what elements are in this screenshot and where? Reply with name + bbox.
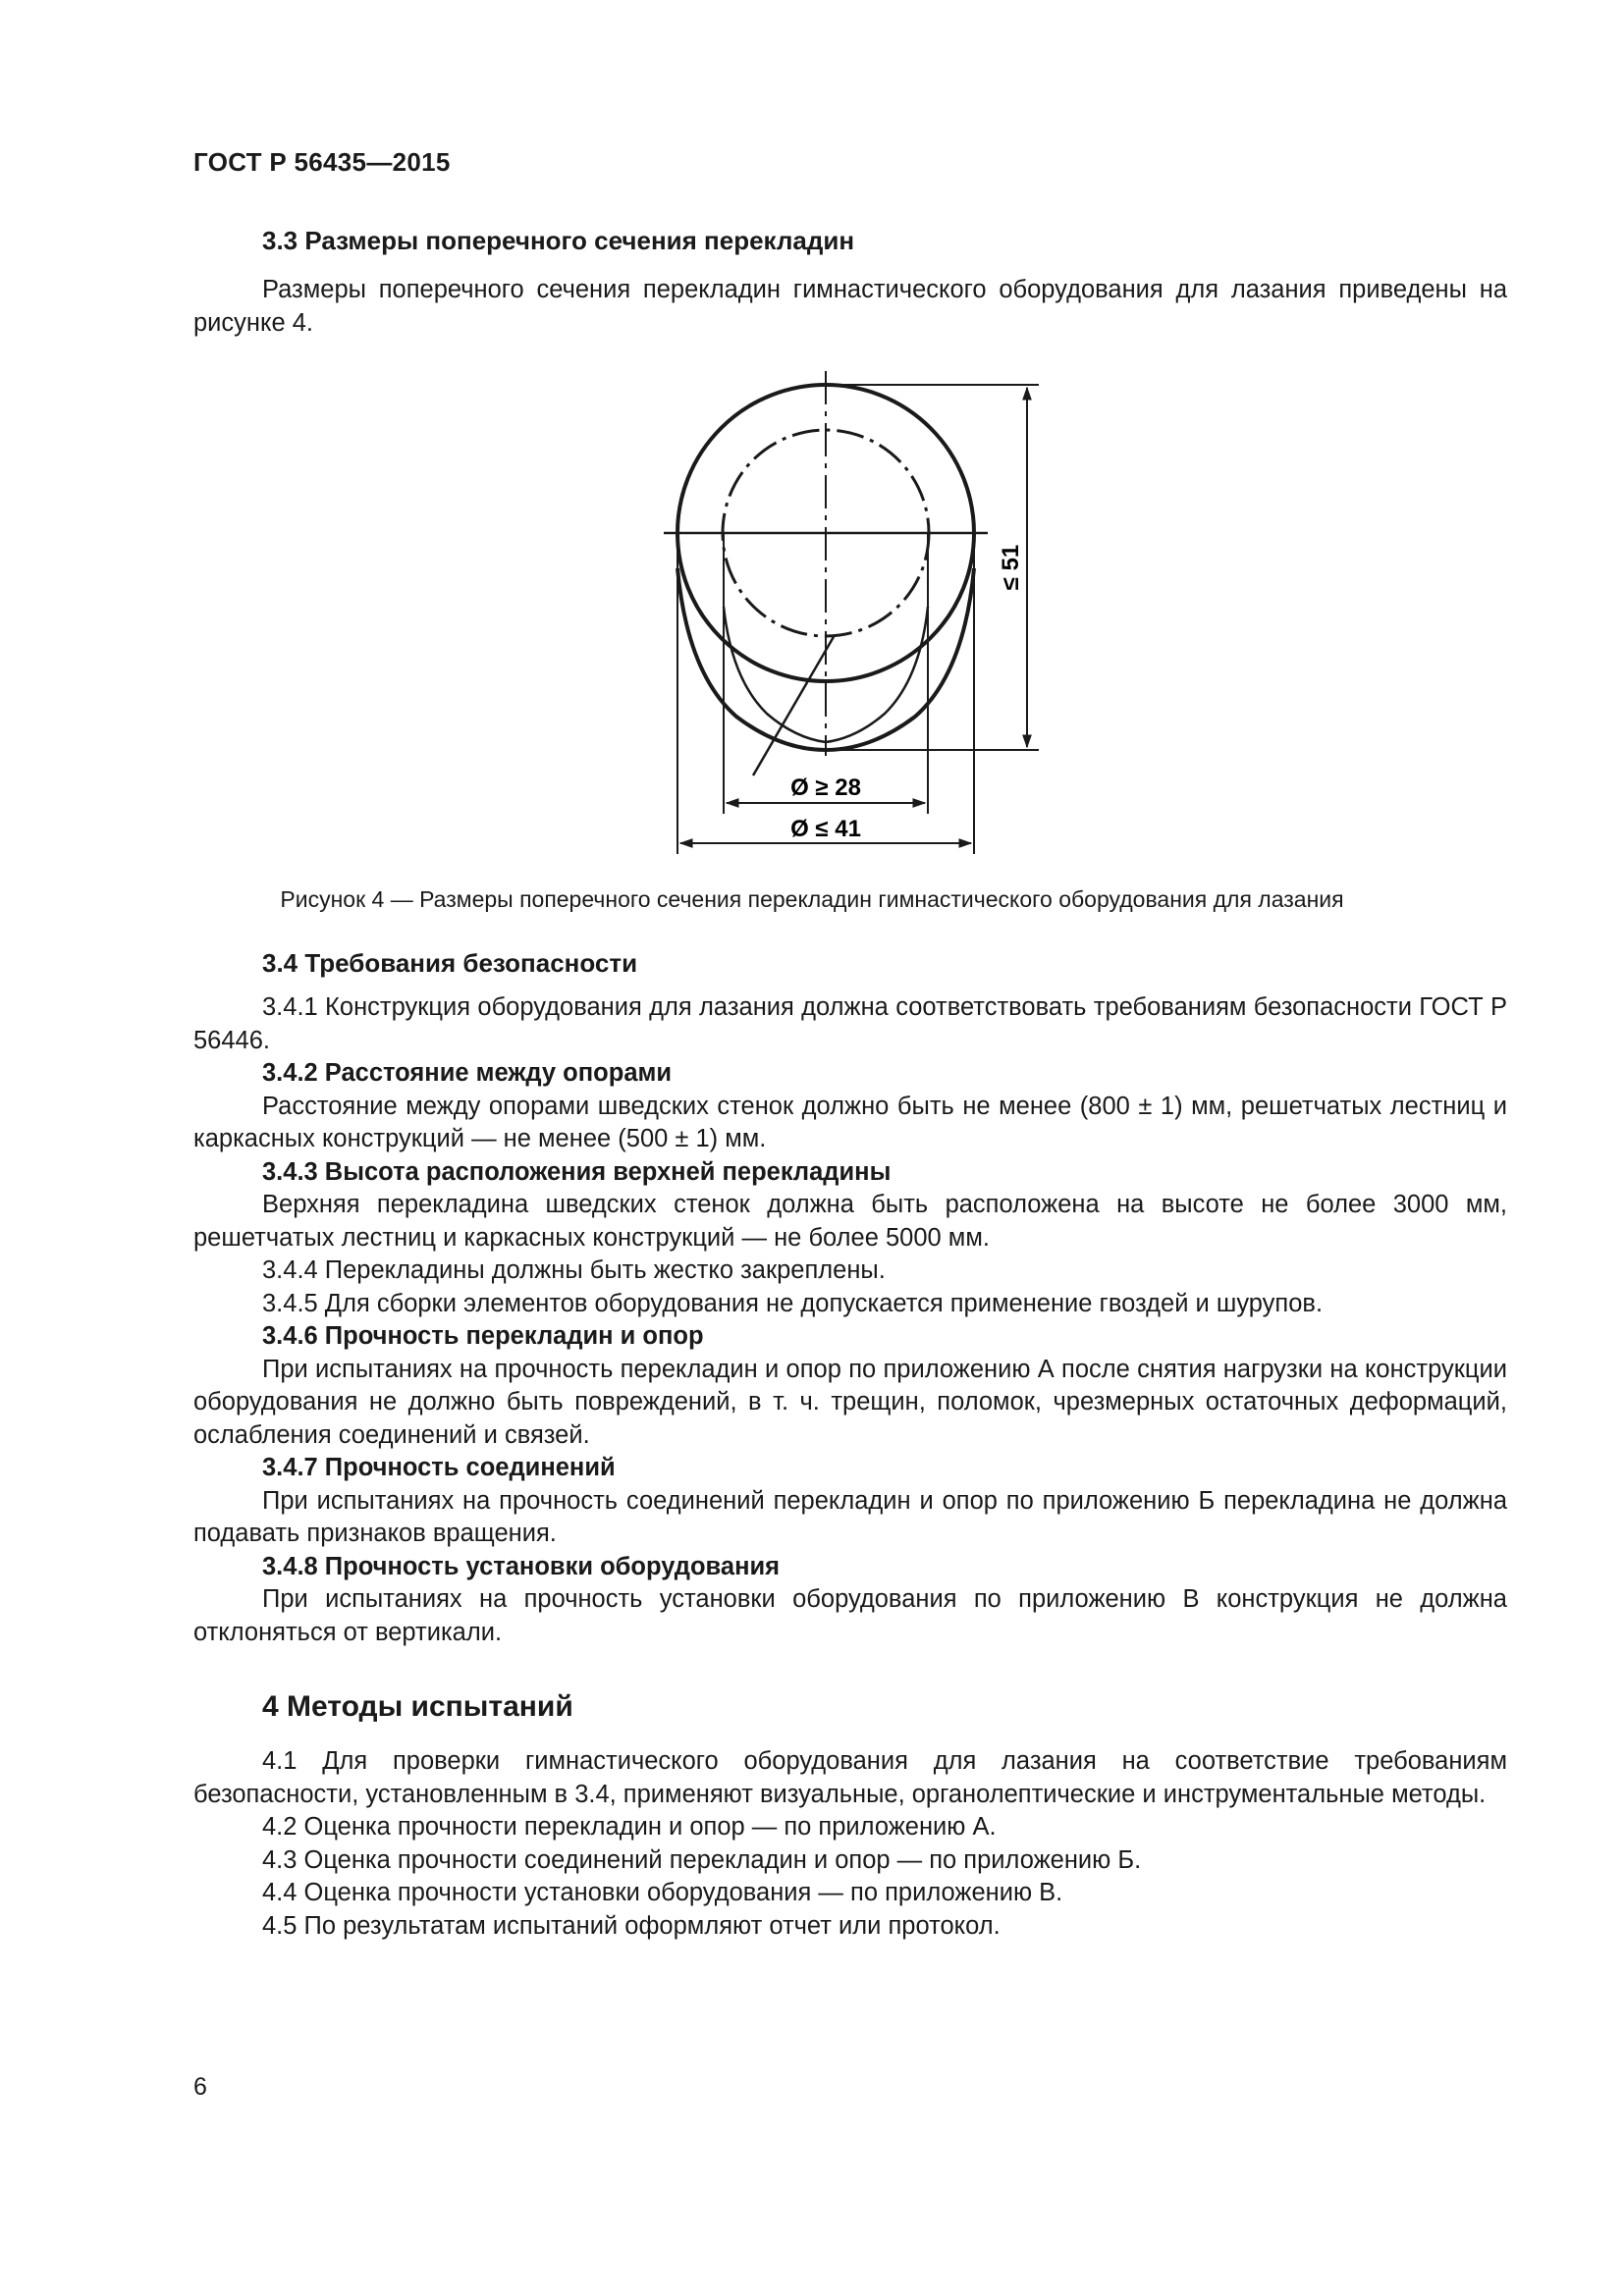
subsection-heading: 3.4.2 Расстояние между опорами — [262, 1059, 673, 1087]
paragraph: 4.4 Оценка прочности установки оборудования — по приложению В. — [262, 1879, 1063, 1906]
figure-caption: Рисунок 4 — Размеры поперечного сечения перекладин гимнастического оборудования для лазания — [280, 886, 1344, 912]
subsection-heading: 3.4.3 Высота расположения верхней перекладины — [262, 1157, 892, 1186]
paragraph: При испытаниях на прочность перекладин и опор по приложению А после снятия нагрузки на конструкции оборудования не должно быть повреждений, в т. ч. трещин, поломок, чрезмерных остаточных деформаций, ослабления соединений и связей. — [193, 1355, 1507, 1449]
paragraph: 4.5 По результатам испытаний оформляют отчет или протокол. — [262, 1911, 1001, 1940]
paragraph: 4.2 Оценка прочности перекладин и опор — по приложению А. — [262, 1813, 997, 1841]
label-height: ≤ 51 — [998, 544, 1024, 591]
paragraph: 3.4.5 Для сборки элементов оборудования не допускается применение гвоздей и шурупов. — [262, 1289, 1324, 1317]
paragraph: Размеры поперечного сечения перекладин гимнастического оборудования для лазания приведены на рисунке 4. — [193, 276, 1507, 337]
page-number: 6 — [193, 2073, 207, 2101]
paragraph: 4.3 Оценка прочности соединений перекладин и опор — по приложению Б. — [262, 1845, 1142, 1874]
subsection-heading: 3.4.7 Прочность соединений — [262, 1454, 616, 1481]
section-3-4 — [193, 947, 1507, 1649]
subsection-heading: 3.4.6 Прочность перекладин и опор — [262, 1322, 704, 1350]
section-heading: 4 Методы испытаний — [262, 1690, 573, 1723]
label-outer-diameter: Ø ≤ 41 — [790, 816, 861, 842]
paragraph: 3.4.4 Перекладины должны быть жестко закреплены. — [262, 1256, 886, 1284]
paragraph: При испытаниях на прочность установки оборудования по приложению В конструкция не должна отклоняться от вертикали. — [193, 1585, 1507, 1646]
subsection-heading: 3.4.8 Прочность установки оборудования — [262, 1552, 781, 1580]
paragraph: 4.1 Для проверки гимнастического оборудования для лазания на соответствие требованиям безопасности, установленным в 3.4, применяют визуальные, органолептические и инструментальные методы. — [193, 1747, 1507, 1808]
section-4 — [193, 1690, 1507, 1943]
paragraph: Расстояние между опорами шведских стенок должно быть не менее (800 ± 1) мм, решетчатых лестниц и каркасных конструкций — не менее (500 ± 1) мм. — [193, 1092, 1507, 1152]
label-inner-diameter: Ø ≥ 28 — [790, 774, 861, 801]
section-heading: 3.4 Требования безопасности — [262, 948, 638, 978]
paragraph: 3.4.1 Конструкция оборудования для лазания должна соответствовать требованиям безопасности ГОСТ Р 56446. — [193, 993, 1507, 1054]
paragraph: Верхняя перекладина шведских стенок должна быть расположена на высоте не более 3000 мм, решетчатых лестниц и каркасных конструкций — не более 5000 мм. — [193, 1191, 1507, 1252]
document-header: ГОСТ Р 56435—2015 — [193, 147, 451, 177]
cross-section-figure — [0, 0, 1624, 883]
section-heading: 3.3 Размеры поперечного сечения перекладин — [262, 226, 855, 255]
paragraph: При испытаниях на прочность соединений перекладин и опор по приложению Б перекладина не должна подавать признаков вращения. — [193, 1486, 1507, 1547]
leader-line — [753, 635, 835, 775]
